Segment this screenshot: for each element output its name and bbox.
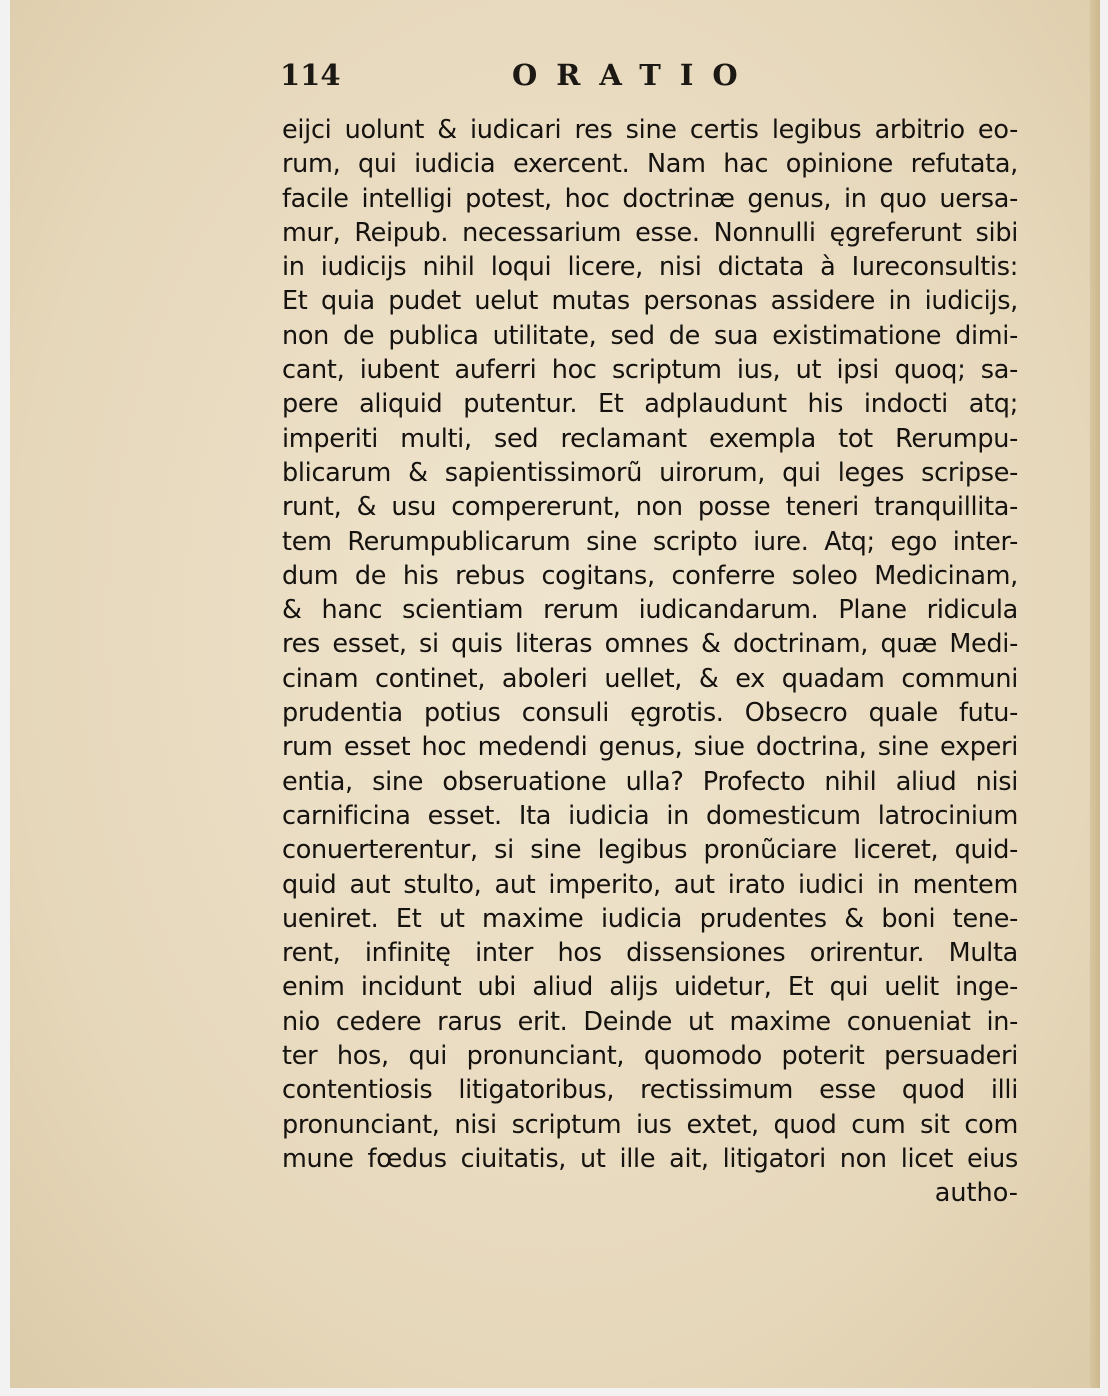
text-line: tem Rerumpublicarum sine scripto iure. Atq; ego inter-	[282, 526, 1018, 557]
text-line: runt, & usu compererunt, non posse teneri tranquillita-	[282, 492, 1018, 523]
running-title: ORATIO	[512, 58, 757, 92]
text-line: blicarum & sapientissimorũ uirorum, qui leges scripse-	[282, 457, 1018, 488]
text-line: cinam continet, aboleri uellet, & ex quadam communi	[282, 663, 1018, 694]
text-line: entia, sine obseruatione ulla? Profecto nihil aliud nisi	[282, 766, 1018, 797]
text-line: Et quia pudet uelut mutas personas assidere in iudicijs,	[282, 286, 1018, 317]
text-line: mune fœdus ciuitatis, ut ille ait, litigatori non licet eius	[282, 1143, 1018, 1174]
text-line: in iudicijs nihil loqui licere, nisi dictata à Iureconsultis:	[282, 252, 1018, 283]
text-line: prudentia potius consuli ęgrotis. Obsecro quale futu-	[282, 698, 1018, 729]
text-line: non de publica utilitate, sed de sua existimatione dimi-	[282, 320, 1018, 351]
text-line: rum esset hoc medendi genus, siue doctrina, sine experi	[282, 732, 1018, 763]
page-number: 114	[280, 58, 341, 92]
text-line: & hanc scientiam rerum iudicandarum. Plane ridicula	[282, 595, 1018, 626]
text-line: imperiti multi, sed reclamant exempla tot Rerumpu-	[282, 423, 1018, 454]
text-line: rum, qui iudicia exercent. Nam hac opinione refutata,	[282, 149, 1018, 180]
text-line: carnificina esset. Ita iudicia in domesticum latrocinium	[282, 800, 1018, 831]
page-header	[280, 56, 1020, 96]
text-line: rent, infinitę inter hos dissensiones orirentur. Multa	[282, 938, 1018, 969]
text-line: nio cedere rarus erit. Deinde ut maxime conueniat in-	[282, 1006, 1018, 1037]
text-line: enim incidunt ubi aliud alijs uidetur, Et qui uelit inge-	[282, 972, 1018, 1003]
text-line: contentiosis litigatoribus, rectissimum esse quod illi	[282, 1075, 1018, 1106]
body-text	[282, 113, 1018, 1211]
page-edge	[1090, 0, 1100, 1388]
text-line: eijci uolunt & iudicari res sine certis legibus arbitrio eo-	[282, 115, 1018, 145]
text-line: quid aut stulto, aut imperito, aut irato iudici in mentem	[282, 869, 1018, 900]
catchword: autho-	[934, 1178, 1018, 1209]
text-line: ueniret. Et ut maxime iudicia prudentes & boni tene-	[282, 903, 1018, 934]
book-page	[10, 0, 1100, 1388]
text-line: pere aliquid putentur. Et adplaudunt his indocti atq;	[282, 389, 1018, 420]
text-line: pronunciant, nisi scriptum ius extet, quod cum sit com	[282, 1109, 1018, 1140]
text-line: ter hos, qui pronunciant, quomodo poterit persuaderi	[282, 1041, 1018, 1072]
text-line: facile intelligi potest, hoc doctrinæ genus, in quo uersa-	[282, 183, 1018, 214]
text-line: conuerterentur, si sine legibus pronũciare liceret, quid-	[282, 835, 1018, 866]
text-line: cant, iubent auferri hoc scriptum ius, ut ipsi quoq; sa-	[282, 355, 1018, 386]
text-line: dum de his rebus cogitans, conferre soleo Medicinam,	[282, 560, 1018, 591]
text-line: mur, Reipub. necessarium esse. Nonnulli ęgreferunt sibi	[282, 217, 1018, 248]
text-line: res esset, si quis literas omnes & doctrinam, quæ Medi-	[282, 629, 1018, 660]
